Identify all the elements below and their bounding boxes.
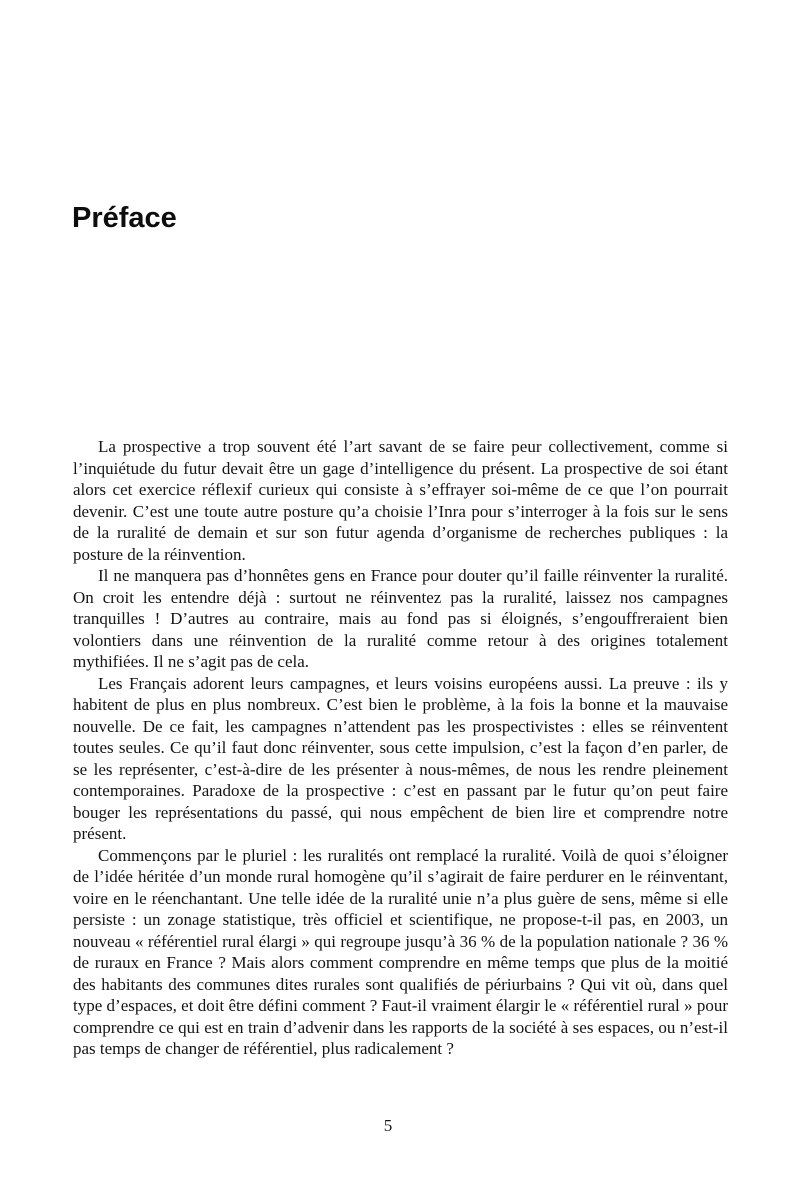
paragraph-3: Les Français adorent leurs campagnes, et leurs voisins européens aussi. La preuve : ils y habitent de plus en plus nombreux. C’est bien le problème, à la fois la bonne et la mauvaise nouvelle. De ce fait, les campagnes n’attendent pas les prospectivistes : elles se réinventent toutes seules. Ce qu’il faut donc réinventer, sous cette impulsion, c’est la façon d’en parler, de se les représenter, c’est-à-dire de les présenter à nous-mêmes, de nous les rendre pleinement contemporaines. Paradoxe de la prospective : c’est en passant par le futur qu’on peut faire bouger les représentations du passé, qui nous empêchent de bien lire et comprendre notre présent. — [73, 673, 728, 843]
chapter-title: Préface — [72, 202, 177, 234]
page-number: 5 — [383, 1116, 393, 1135]
paragraph-4: Commençons par le pluriel : les ruralités ont remplacé la ruralité. Voilà de quoi s’éloigner de l’idée héritée d’un monde rural homogène qu’il s’agirait de faire perdurer en le réinventant, voire en le réenchantant. Une telle idée de la ruralité unie n’a plus guère de sens, même si elle persiste : un zonage statistique, très officiel et scientifique, ne propose-t-il pas, en 2003, un nouveau « référentiel rural élargi » qui regroupe jusqu’à 36 % de la population nationale ? 36 % de ruraux en France ? Mais alors comment comprendre en même temps que plus de la moitié des habitants des communes dites rurales sont qualifiés de périurbains ? Qui vit où, dans quel type d’espaces, et doit être défini comment ? Faut-il vraiment élargir le « référentiel rural » pour comprendre ce qui est en train d’advenir dans les rapports de la société à ses espaces, ou n’est-il pas temps de changer de référentiel, plus radicalement ? — [73, 845, 728, 1058]
body-text — [73, 436, 728, 1060]
paragraph-1: La prospective a trop souvent été l’art savant de se faire peur collectivement, comme si l’inquiétude du futur devait être un gage d’intelligence du présent. La prospective de soi étant alors cet exercice réflexif curieux qui consiste à s’effrayer soi-même de ce que l’on pourrait devenir. C’est une toute autre posture qu’a choisie l’Inra pour s’interroger à la fois sur le sens de la ruralité de demain et sur son futur agenda d’organisme de recherches publiques : la posture de la réinvention. — [73, 437, 728, 564]
paragraph-2: Il ne manquera pas d’honnêtes gens en France pour douter qu’il faille réinventer la ruralité. On croit les entendre déjà : surtout ne réinventez pas la ruralité, laissez nos campagnes tranquilles ! D’autres au contraire, mais au fond pas si éloignés, s’engouffreraient bien volontiers dans une réinvention de la ruralité comme retour à des origines totalement mythifiées. Il ne s’agit pas de cela. — [73, 566, 728, 671]
